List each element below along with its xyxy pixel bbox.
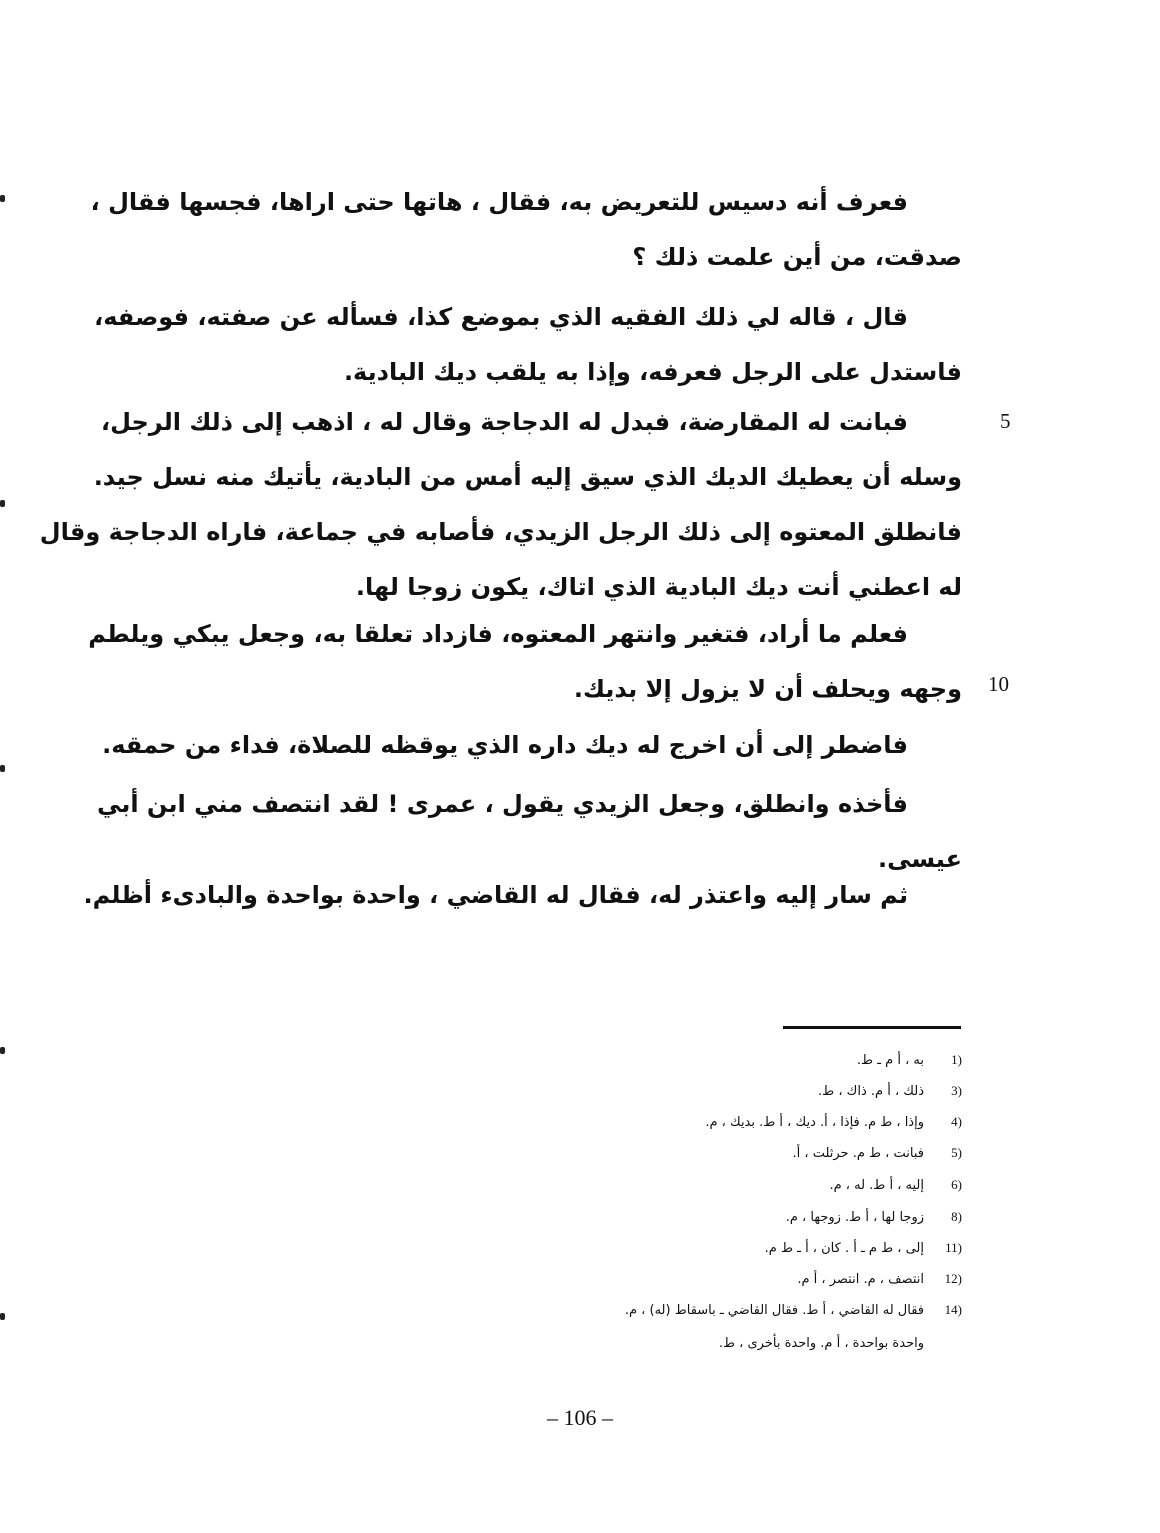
line-number-10: 10: [988, 672, 1009, 696]
text-line: وسله أن يعطيك الديك الذي سيق إليه أمس من البادية، يأتيك منه نسل جيد.: [93, 463, 962, 491]
footnote-number: 11): [945, 1240, 962, 1255]
footnote-text: فقال له القاضي ، أ ط. فقال القاضي ـ باسقاط (له) ، م.: [624, 1303, 924, 1318]
footnote-text: ذلك ، أ م. ذاك ، ط.: [818, 1084, 924, 1099]
text-line: قال ، قاله لي ذلك الفقيه الذي بموضع كذا، فسأله عن صفته، فوصفه،: [94, 303, 908, 331]
footnote: [705, 1114, 962, 1130]
footnote-number: 3): [951, 1083, 962, 1098]
footnote-text: زوجا لها ، أ ط. زوجها ، م.: [785, 1210, 924, 1225]
line-number-5: 5: [1000, 409, 1011, 433]
footnote-number: 8): [951, 1209, 962, 1224]
footnote-number: 12): [944, 1271, 962, 1286]
footnote: [818, 1083, 962, 1099]
footnote-text: إليه ، أ ط. له ، م.: [829, 1178, 924, 1193]
footnote-number: 14): [944, 1302, 962, 1317]
footnote-text: وإذا ، ط م. فإذا ، أ. ديك ، أ ط. بديك ، م.: [705, 1115, 924, 1130]
footnote-divider: [783, 1026, 961, 1029]
text-line: فعلم ما أراد، فتغير وانتهر المعتوه، فازداد تعلقا به، وجعل يبكي ويلطم: [88, 620, 908, 648]
scan-edge-mark: [0, 1313, 5, 1320]
footnote-text: انتصف ، م. انتصر ، أ م.: [797, 1272, 924, 1287]
footnote-text: به ، أ م ـ ط.: [856, 1053, 924, 1068]
footnote-text: فبانت ، ط م. حرثلت ، أ.: [792, 1146, 924, 1161]
text-line: عيسى.: [877, 845, 962, 873]
footnote-text: واحدة بواحدة ، أ م. واحدة بأخرى ، ط.: [718, 1336, 924, 1351]
text-line: فانطلق المعتوه إلى ذلك الرجل الزيدي، فأصابه في جماعة، فاراه الدجاجة وقال: [39, 518, 962, 546]
text-line: فأخذه وانطلق، وجعل الزيدي يقول ، عمرى ! لقد انتصف مني ابن أبي: [97, 790, 908, 818]
paragraph: [88, 607, 962, 717]
text-line: فاستدل على الرجل فعرفه، وإذا به يلقب ديك البادية.: [343, 358, 962, 386]
scan-edge-mark: [0, 195, 5, 202]
paragraph: [39, 395, 962, 615]
footnote-number: 4): [951, 1114, 962, 1129]
footnote-number: 1): [951, 1052, 962, 1067]
text-line: وجهه ويحلف أن لا يزول إلا بديك.: [573, 675, 962, 703]
scan-edge-mark: [0, 1047, 5, 1054]
text-line: فبانت له المقارضة، فبدل له الدجاجة وقال له ، اذهب إلى ذلك الرجل،: [100, 408, 908, 436]
footnote-number: 5): [951, 1145, 962, 1160]
text-line: فعرف أنه دسيس للتعريض به، فقال ، هاتها حتى اراها، فجسها فقال ،: [90, 188, 908, 216]
text-line: فاضطر إلى أن اخرج له ديك داره الذي يوقظه للصلاة، فداء من حمقه.: [102, 731, 908, 759]
text-line: ثم سار إليه واعتذر له، فقال له القاضي ، واحدة بواحدة والبادىء أظلم.: [83, 881, 908, 909]
footnote: [792, 1145, 962, 1161]
paragraph: [102, 718, 962, 773]
scan-edge-mark: [0, 500, 5, 507]
scan-edge-mark: [0, 765, 5, 772]
footnote: [765, 1240, 962, 1256]
footnote: [829, 1177, 962, 1193]
footnote-number: 6): [951, 1177, 962, 1192]
paragraph: [90, 175, 962, 285]
footnote: [719, 1336, 962, 1351]
footnote-text: إلى ، ط م ـ أ . كان ، أ ـ ط م.: [764, 1241, 924, 1256]
page-number: – 106 –: [547, 1405, 613, 1430]
text-line: صدقت، من أين علمت ذلك ؟: [632, 243, 962, 271]
paragraph: [83, 868, 962, 923]
footnote: [857, 1052, 962, 1068]
footnote: [786, 1209, 962, 1225]
paragraph: [94, 290, 962, 400]
footnote: [797, 1271, 962, 1287]
footnote: [625, 1302, 962, 1318]
text-line: له اعطني أنت ديك البادية الذي اتاك، يكون زوجا لها.: [355, 573, 962, 601]
